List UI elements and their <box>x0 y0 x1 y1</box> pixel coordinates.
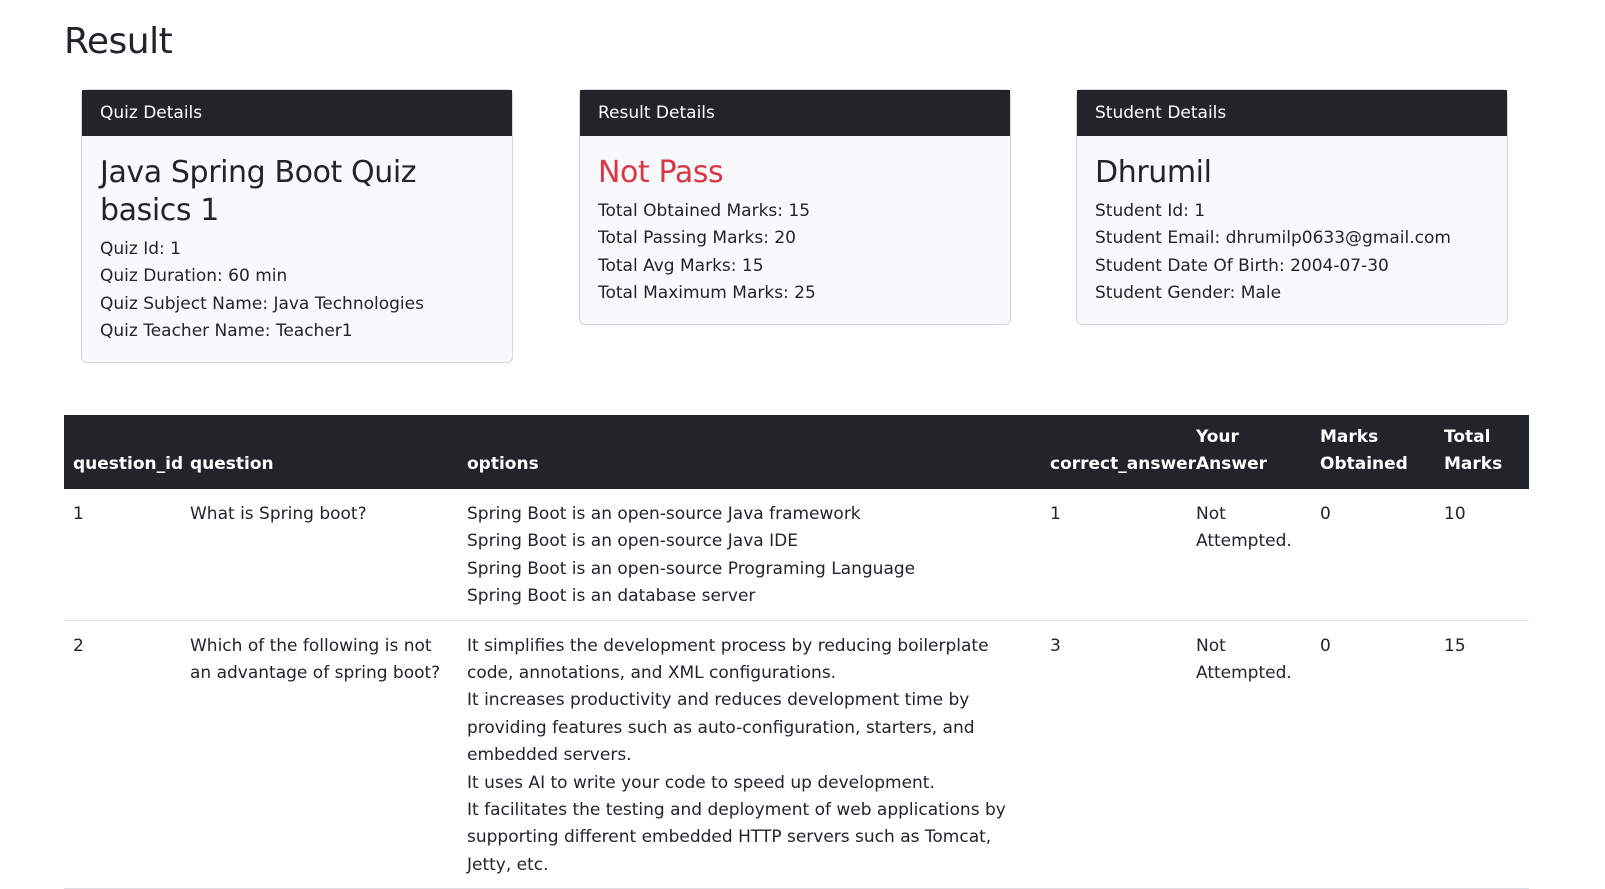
quiz-subject-name: Quiz Subject Name: Java Technologies <box>100 293 424 314</box>
option-item: Spring Boot is an database server <box>467 586 756 607</box>
student-gender: Student Gender: Male <box>1095 283 1282 304</box>
student-name: Dhrumil <box>1095 155 1212 190</box>
result-details-body <box>580 136 1010 324</box>
student-email: Student Email: dhrumilp0633@gmail.com <box>1095 228 1451 249</box>
quiz-details-card <box>81 89 513 363</box>
total-maximum-marks: Total Maximum Marks: 25 <box>598 283 816 304</box>
option-item: It simplifies the development process by reducing boilerplate code, annotations, and XML configurations. <box>467 635 989 684</box>
quiz-details-header: Quiz Details <box>82 90 512 136</box>
cell-marks-obtained: 0 <box>1311 489 1435 620</box>
cell-question: What is Spring boot? <box>181 489 458 620</box>
total-passing-marks: Total Passing Marks: 20 <box>598 228 796 249</box>
table-header-row <box>64 415 1529 489</box>
student-details-card <box>1076 89 1508 325</box>
results-table <box>64 415 1529 889</box>
result-details-header: Result Details <box>580 90 1010 136</box>
option-item: Spring Boot is an open-source Java IDE <box>467 531 798 552</box>
header-question-id: question_id <box>64 415 181 489</box>
student-details-header: Student Details <box>1077 90 1507 136</box>
quiz-details-body <box>82 136 512 362</box>
header-total-marks: Total Marks <box>1435 415 1529 489</box>
option-item: Spring Boot is an open-source Java framework <box>467 504 861 524</box>
option-item: It facilitates the testing and deployment of web applications by supporting different embedded HTTP servers such as Tomcat, Jetty, etc. <box>467 800 1006 875</box>
student-dob: Student Date Of Birth: 2004-07-30 <box>1095 255 1389 276</box>
header-options: options <box>458 415 1041 489</box>
header-correct-answer: correct_answer <box>1041 415 1187 489</box>
result-status: Not Pass <box>598 155 724 190</box>
cell-your-answer: Not Attempted. <box>1187 620 1311 889</box>
cell-correct-answer: 3 <box>1041 620 1187 889</box>
cell-options <box>458 620 1041 889</box>
header-marks-obtained: Marks Obtained <box>1311 415 1435 489</box>
table-row <box>64 620 1529 889</box>
table-row <box>64 489 1529 620</box>
cell-correct-answer: 1 <box>1041 489 1187 620</box>
quiz-id: Quiz Id: 1 <box>100 239 181 259</box>
cell-question: Which of the following is not an advantage of spring boot? <box>181 620 458 889</box>
result-details-card <box>579 89 1011 325</box>
cell-your-answer: Not Attempted. <box>1187 489 1311 620</box>
cell-question-id: 1 <box>64 489 181 620</box>
quiz-duration: Quiz Duration: 60 min <box>100 266 288 287</box>
table-head <box>64 415 1529 489</box>
quiz-teacher-name: Quiz Teacher Name: Teacher1 <box>100 321 353 342</box>
quiz-title: Java Spring Boot Quiz basics 1 <box>100 155 417 228</box>
student-details-body <box>1077 136 1507 324</box>
cell-marks-obtained: 0 <box>1311 620 1435 889</box>
header-question: question <box>181 415 458 489</box>
cell-question-id: 2 <box>64 620 181 889</box>
option-item: It uses AI to write your code to speed up development. <box>467 772 935 793</box>
cell-total-marks: 10 <box>1435 489 1529 620</box>
cell-total-marks: 15 <box>1435 620 1529 889</box>
table-body <box>64 489 1529 889</box>
page-title: Result <box>64 21 173 62</box>
total-avg-marks: Total Avg Marks: 15 <box>598 255 764 276</box>
total-obtained-marks: Total Obtained Marks: 15 <box>598 201 811 221</box>
student-id: Student Id: 1 <box>1095 201 1206 221</box>
option-item: Spring Boot is an open-source Programing Language <box>467 558 916 579</box>
header-your-answer: Your Answer <box>1187 415 1311 489</box>
cell-options <box>458 489 1041 620</box>
option-item: It increases productivity and reduces development time by providing features such as auto-configuration, starters, and embedded servers. <box>467 690 975 766</box>
